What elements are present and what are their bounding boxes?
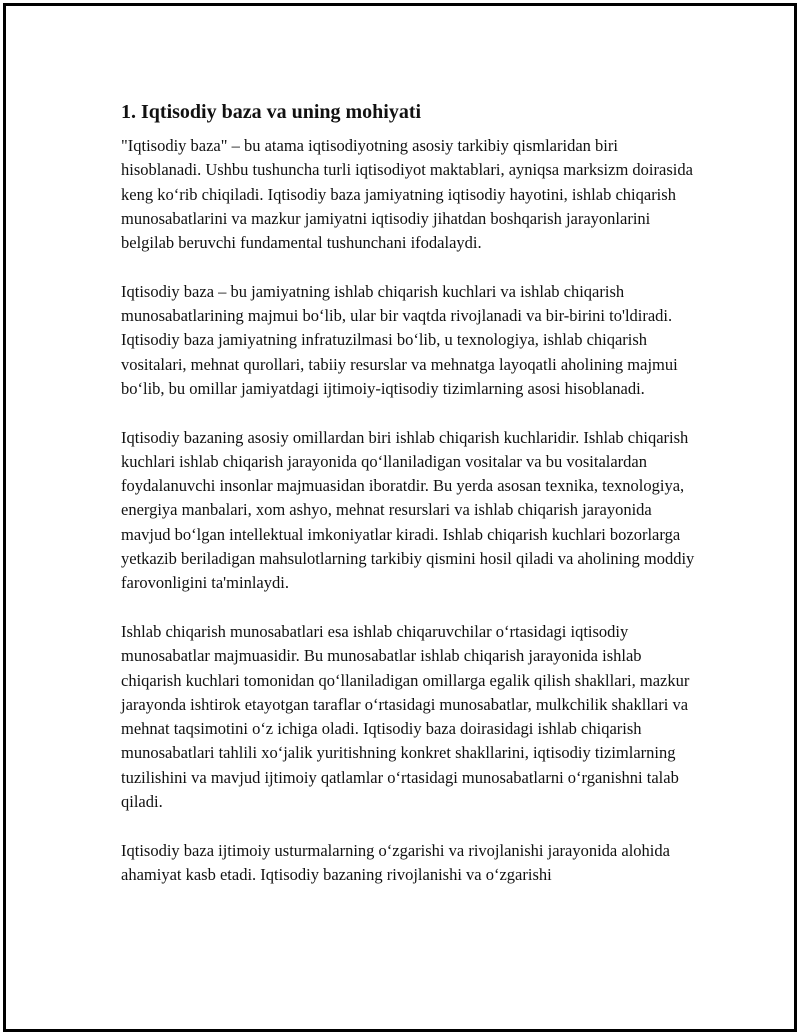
paragraph-4: Ishlab chiqarish munosabatlari esa ishlab chiqaruvchilar oʻrtasidagi iqtisodiy munosabatlar majmuasidir. Bu munosabatlar ishlab chiqarish jarayonida ishlab chiqarish kuchlari tomonidan qoʻllaniladigan omillarga egalik qilish shakllari, mazkur jarayonda ishtirok etayotgan taraflar oʻrtasidagi munosabatlar, mulkchilik shakllari va mehnat taqsimotini oʻz ichiga oladi. Iqtisodiy baza doirasidagi ishlab chiqarish munosabatlari tahlili xoʻjalik yuritishning konkret shakllarini, iqtisodiy tizimlarning tuzilishini va mavjud ijtimoiy qatlamlar oʻrtasidagi munosabatlarni oʻrganishni talab qiladi. xyxy=(121,621,690,812)
document-body xyxy=(121,98,696,912)
paragraph-3: Iqtisodiy bazaning asosiy omillardan biri ishlab chiqarish kuchlaridir. Ishlab chiqarish kuchlari ishlab chiqarish jarayonida qoʻllaniladigan vositalar va bu vositalardan foydalanuvchi insonlar majmuasidan iboratdir. Bu yerda asosan texnika, texnologiya, energiya manbalari, xom ashyo, mehnat resurslari va ishlab chiqarish jarayonida mavjud boʻlgan intellektual imkoniyatlar kiradi. Ishlab chiqarish kuchlari bozorlarga yetkazib beriladigan mahsulotlarning tarkibiy qismini hosil qiladi va aholining moddiy farovonligini ta'minlaydi. xyxy=(121,427,695,593)
paragraph-1: "Iqtisodiy baza" – bu atama iqtisodiyotning asosiy tarkibiy qismlaridan biri hisoblanadi. Ushbu tushuncha turli iqtisodiyot maktablari, ayniqsa marksizm doirasida keng koʻrib chiqiladi. Iqtisodiy baza jamiyatning iqtisodiy hayotini, ishlab chiqarish munosabatlarini va mazkur jamiyatni iqtisodiy jihatdan boshqarish jarayonlarini belgilab beruvchi fundamental tushunchani ifodalaydi. xyxy=(121,136,693,253)
paragraph-5: Iqtisodiy baza ijtimoiy usturmalarning oʻzgarishi va rivojlanishi jarayonida alohida ahamiyat kasb etadi. Iqtisodiy bazaning rivojlanishi va oʻzgarishi xyxy=(121,840,670,884)
paragraph-2: Iqtisodiy baza – bu jamiyatning ishlab chiqarish kuchlari va ishlab chiqarish munosabatlarining majmui boʻlib, ular bir vaqtda rivojlanadi va bir-birini to'ldiradi. Iqtisodiy baza jamiyatning infratuzilmasi boʻlib, u texnologiya, ishlab chiqarish vositalari, mehnat qurollari, tabiiy resurslar va mehnatga layoqatli aholining majmui boʻlib, bu omillar jamiyatdagi ijtimoiy-iqtisodiy tizimlarning asosi hisoblanadi. xyxy=(121,281,678,398)
section-heading: 1. Iqtisodiy baza va uning mohiyati xyxy=(121,101,422,123)
document-page xyxy=(3,3,797,1032)
